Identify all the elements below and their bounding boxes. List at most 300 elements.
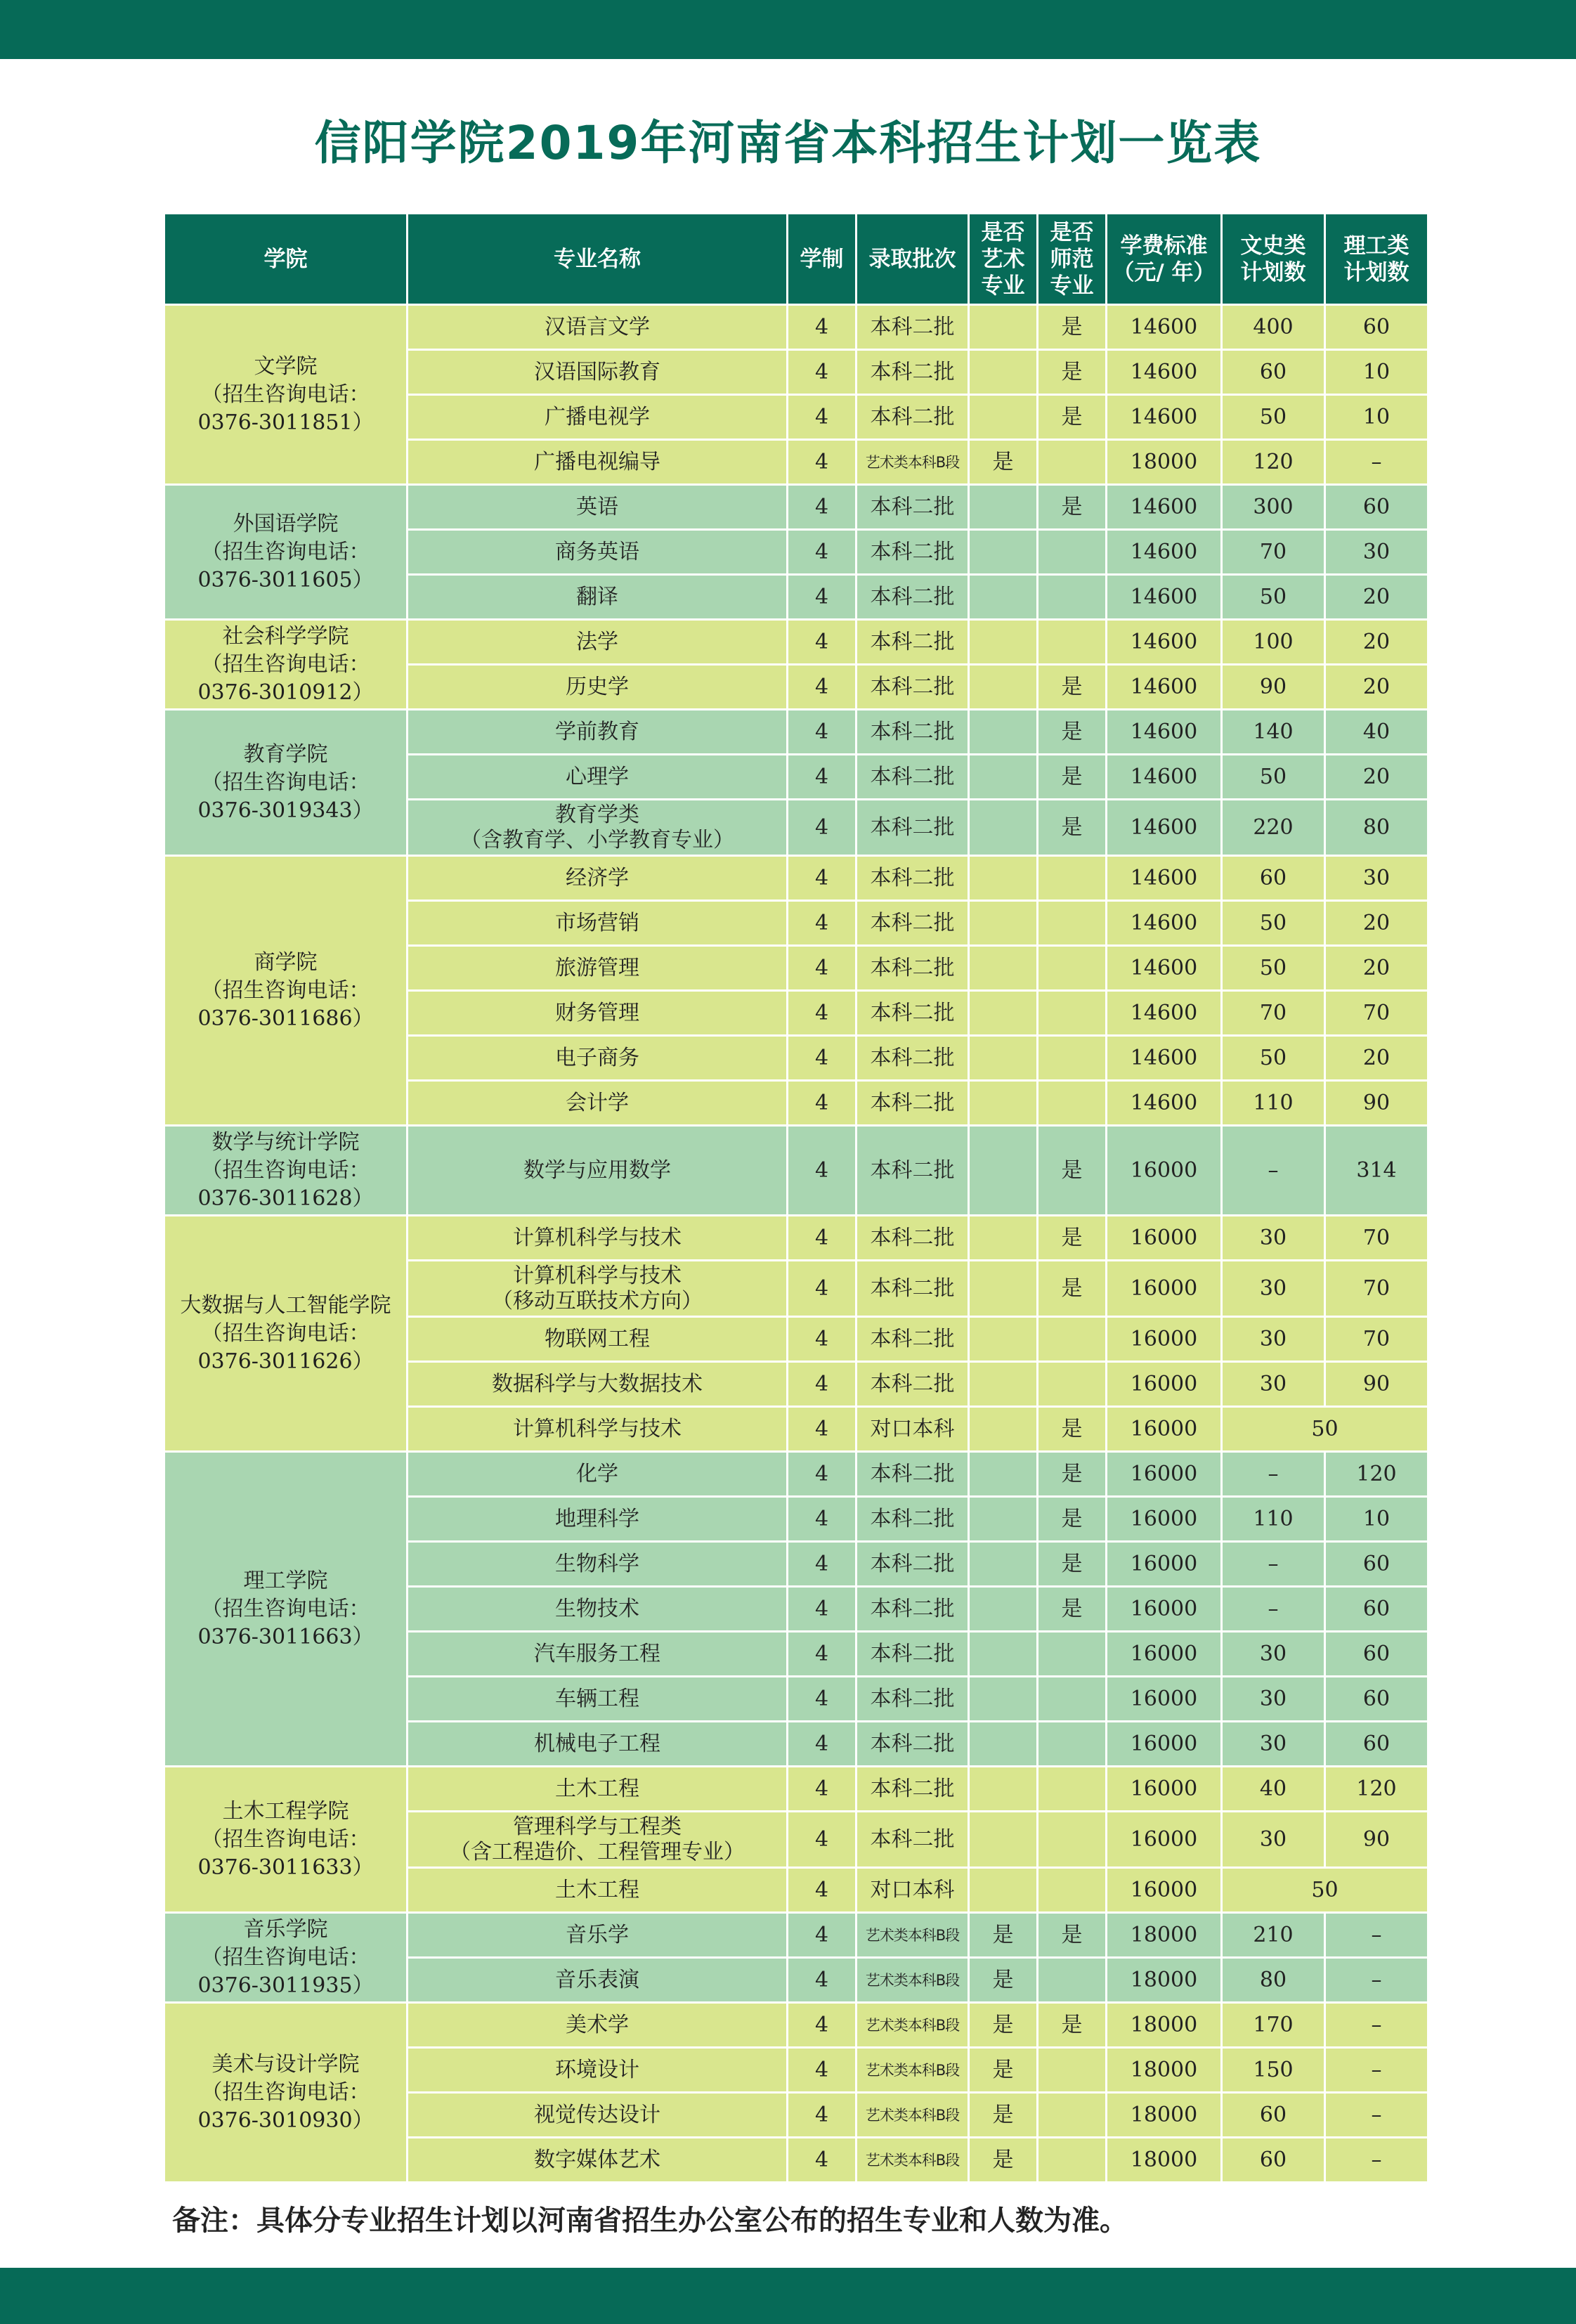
years-cell: 4 [788,755,857,800]
college-cell: 文学院 （招生咨询电话： 0376-3011851） [164,305,408,485]
major-cell: 化学 [408,1452,788,1497]
li-plan-cell: 40 [1325,710,1428,755]
batch-cell: 本科二批 [857,755,969,800]
li-plan-cell: 60 [1325,1587,1428,1632]
li-plan-cell: 70 [1325,1261,1428,1317]
wen-plan-cell: 30 [1222,1317,1325,1362]
art-flag-cell: 是 [969,1958,1038,2003]
normal-flag-cell: 是 [1038,1497,1107,1542]
table-row [164,2003,1428,2048]
normal-flag-cell [1038,1081,1107,1126]
li-plan-cell: – [1325,2093,1428,2138]
merged-plan-cell: 50 [1222,1868,1428,1913]
fee-cell: 16000 [1107,1497,1222,1542]
fee-cell: 18000 [1107,1913,1222,1958]
wen-plan-cell: 120 [1222,440,1325,485]
header-li-plan: 理工类 计划数 [1325,214,1428,305]
college-cell: 教育学院 （招生咨询电话： 0376-3019343） [164,710,408,856]
normal-flag-cell [1038,1632,1107,1677]
normal-flag-cell [1038,1958,1107,2003]
major-cell: 广播电视学 [408,395,788,440]
major-cell: 数字媒体艺术 [408,2138,788,2183]
table-row [164,1126,1428,1216]
art-flag-cell [969,1261,1038,1317]
fee-cell: 16000 [1107,1126,1222,1216]
batch-cell: 本科二批 [857,1587,969,1632]
normal-flag-cell: 是 [1038,1542,1107,1587]
table-row [164,1913,1428,1958]
fee-cell: 14600 [1107,350,1222,395]
major-cell: 机械电子工程 [408,1722,788,1767]
art-flag-cell [969,620,1038,665]
li-plan-cell: 60 [1325,305,1428,350]
fee-cell: 18000 [1107,440,1222,485]
fee-cell: 14600 [1107,710,1222,755]
art-flag-cell [969,1722,1038,1767]
years-cell: 4 [788,1868,857,1913]
years-cell: 4 [788,350,857,395]
art-flag-cell [969,305,1038,350]
li-plan-cell: 90 [1325,1812,1428,1868]
top-band [0,0,1576,59]
normal-flag-cell: 是 [1038,1913,1107,1958]
batch-cell: 本科二批 [857,800,969,856]
li-plan-cell: 20 [1325,575,1428,620]
li-plan-cell: 10 [1325,1497,1428,1542]
wen-plan-cell: 170 [1222,2003,1325,2048]
batch-cell: 本科二批 [857,991,969,1036]
years-cell: 4 [788,1261,857,1317]
normal-flag-cell [1038,1722,1107,1767]
years-cell: 4 [788,1216,857,1261]
normal-flag-cell: 是 [1038,1587,1107,1632]
wen-plan-cell: – [1222,1542,1325,1587]
art-flag-cell [969,710,1038,755]
li-plan-cell: – [1325,2138,1428,2183]
fee-cell: 14600 [1107,305,1222,350]
wen-plan-cell: 60 [1222,856,1325,901]
major-cell: 学前教育 [408,710,788,755]
art-flag-cell [969,485,1038,530]
table-row [164,1216,1428,1261]
art-flag-cell [969,856,1038,901]
wen-plan-cell: 30 [1222,1677,1325,1722]
college-cell: 社会科学学院 （招生咨询电话： 0376-3010912） [164,620,408,710]
major-cell: 会计学 [408,1081,788,1126]
fee-cell: 18000 [1107,2138,1222,2183]
li-plan-cell: 120 [1325,1767,1428,1812]
normal-flag-cell: 是 [1038,395,1107,440]
fee-cell: 14600 [1107,485,1222,530]
wen-plan-cell: 220 [1222,800,1325,856]
fee-cell: 16000 [1107,1261,1222,1317]
art-flag-cell [969,395,1038,440]
li-plan-cell: 20 [1325,1036,1428,1081]
years-cell: 4 [788,2003,857,2048]
art-flag-cell [969,1452,1038,1497]
major-cell: 土木工程 [408,1868,788,1913]
table-row [164,485,1428,530]
fee-cell: 18000 [1107,2003,1222,2048]
fee-cell: 16000 [1107,1677,1222,1722]
years-cell: 4 [788,530,857,575]
fee-cell: 16000 [1107,1542,1222,1587]
art-flag-cell [969,1497,1038,1542]
years-cell: 4 [788,1317,857,1362]
batch-cell: 本科二批 [857,1452,969,1497]
merged-plan-cell: 50 [1222,1407,1428,1452]
wen-plan-cell: – [1222,1587,1325,1632]
fee-cell: 14600 [1107,1081,1222,1126]
normal-flag-cell: 是 [1038,485,1107,530]
batch-cell: 对口本科 [857,1868,969,1913]
header-years: 学制 [788,214,857,305]
major-cell: 汽车服务工程 [408,1632,788,1677]
wen-plan-cell: 210 [1222,1913,1325,1958]
normal-flag-cell [1038,1362,1107,1407]
batch-cell: 艺术类本科B段 [857,2138,969,2183]
major-cell: 旅游管理 [408,946,788,991]
fee-cell: 14600 [1107,395,1222,440]
li-plan-cell: 90 [1325,1362,1428,1407]
years-cell: 4 [788,991,857,1036]
years-cell: 4 [788,1497,857,1542]
art-flag-cell [969,1587,1038,1632]
wen-plan-cell: 400 [1222,305,1325,350]
li-plan-cell: 60 [1325,1542,1428,1587]
li-plan-cell: 70 [1325,991,1428,1036]
years-cell: 4 [788,1722,857,1767]
batch-cell: 对口本科 [857,1407,969,1452]
li-plan-cell: 20 [1325,665,1428,710]
batch-cell: 本科二批 [857,1261,969,1317]
header-batch: 录取批次 [857,214,969,305]
years-cell: 4 [788,2093,857,2138]
li-plan-cell: 314 [1325,1126,1428,1216]
years-cell: 4 [788,946,857,991]
fee-cell: 18000 [1107,2093,1222,2138]
batch-cell: 本科二批 [857,620,969,665]
major-cell: 车辆工程 [408,1677,788,1722]
wen-plan-cell: 50 [1222,575,1325,620]
major-cell: 广播电视编导 [408,440,788,485]
years-cell: 4 [788,1452,857,1497]
wen-plan-cell: 50 [1222,395,1325,440]
major-cell: 电子商务 [408,1036,788,1081]
art-flag-cell [969,1407,1038,1452]
years-cell: 4 [788,665,857,710]
fee-cell: 16000 [1107,1587,1222,1632]
art-flag-cell: 是 [969,2048,1038,2093]
normal-flag-cell [1038,530,1107,575]
years-cell: 4 [788,710,857,755]
major-cell: 商务英语 [408,530,788,575]
normal-flag-cell [1038,2138,1107,2183]
wen-plan-cell: 140 [1222,710,1325,755]
fee-cell: 16000 [1107,1452,1222,1497]
batch-cell: 艺术类本科B段 [857,1958,969,2003]
fee-cell: 16000 [1107,1767,1222,1812]
normal-flag-cell [1038,991,1107,1036]
wen-plan-cell: 70 [1222,530,1325,575]
wen-plan-cell: – [1222,1126,1325,1216]
li-plan-cell: – [1325,2048,1428,2093]
wen-plan-cell: 50 [1222,755,1325,800]
batch-cell: 本科二批 [857,485,969,530]
batch-cell: 本科二批 [857,1036,969,1081]
normal-flag-cell [1038,1677,1107,1722]
wen-plan-cell: 60 [1222,350,1325,395]
major-cell: 物联网工程 [408,1317,788,1362]
college-cell: 数学与统计学院 （招生咨询电话： 0376-3011628） [164,1126,408,1216]
fee-cell: 16000 [1107,1868,1222,1913]
college-cell: 美术与设计学院 （招生咨询电话： 0376-3010930） [164,2003,408,2183]
major-cell: 英语 [408,485,788,530]
years-cell: 4 [788,1407,857,1452]
art-flag-cell [969,530,1038,575]
art-flag-cell [969,755,1038,800]
major-cell: 计算机科学与技术 [408,1216,788,1261]
wen-plan-cell: – [1222,1452,1325,1497]
major-cell: 视觉传达设计 [408,2093,788,2138]
fee-cell: 14600 [1107,1036,1222,1081]
art-flag-cell: 是 [969,1913,1038,1958]
fee-cell: 14600 [1107,755,1222,800]
years-cell: 4 [788,1542,857,1587]
fee-cell: 18000 [1107,2048,1222,2093]
page-title: 信阳学院2019年河南省本科招生计划一览表 [314,116,1262,170]
li-plan-cell: 20 [1325,620,1428,665]
li-plan-cell: – [1325,1958,1428,2003]
major-cell: 财务管理 [408,991,788,1036]
years-cell: 4 [788,575,857,620]
art-flag-cell [969,1542,1038,1587]
normal-flag-cell [1038,620,1107,665]
wen-plan-cell: 30 [1222,1632,1325,1677]
wen-plan-cell: 150 [1222,2048,1325,2093]
normal-flag-cell: 是 [1038,755,1107,800]
normal-flag-cell: 是 [1038,305,1107,350]
major-cell: 音乐表演 [408,1958,788,2003]
normal-flag-cell [1038,1868,1107,1913]
normal-flag-cell: 是 [1038,665,1107,710]
normal-flag-cell [1038,1317,1107,1362]
li-plan-cell: 60 [1325,1722,1428,1767]
table-body [164,305,1428,2183]
major-cell: 心理学 [408,755,788,800]
wen-plan-cell: 100 [1222,620,1325,665]
major-cell: 数据科学与大数据技术 [408,1362,788,1407]
table-row [164,1767,1428,1812]
li-plan-cell: 20 [1325,755,1428,800]
batch-cell: 本科二批 [857,1497,969,1542]
wen-plan-cell: 30 [1222,1812,1325,1868]
years-cell: 4 [788,395,857,440]
major-cell: 汉语国际教育 [408,350,788,395]
years-cell: 4 [788,1913,857,1958]
major-cell: 教育学类 （含教育学、小学教育专业） [408,800,788,856]
art-flag-cell [969,665,1038,710]
wen-plan-cell: 50 [1222,901,1325,946]
li-plan-cell: 30 [1325,856,1428,901]
art-flag-cell [969,946,1038,991]
batch-cell: 本科二批 [857,530,969,575]
wen-plan-cell: 80 [1222,1958,1325,2003]
major-cell: 土木工程 [408,1767,788,1812]
art-flag-cell: 是 [969,2138,1038,2183]
years-cell: 4 [788,1958,857,2003]
header-fee: 学费标准 （元/ 年） [1107,214,1222,305]
major-cell: 生物技术 [408,1587,788,1632]
li-plan-cell: 20 [1325,901,1428,946]
fee-cell: 14600 [1107,575,1222,620]
art-flag-cell [969,1812,1038,1868]
header-normal: 是否 师范 专业 [1038,214,1107,305]
years-cell: 4 [788,440,857,485]
art-flag-cell [969,1317,1038,1362]
fee-cell: 14600 [1107,530,1222,575]
wen-plan-cell: 50 [1222,1036,1325,1081]
wen-plan-cell: 110 [1222,1497,1325,1542]
normal-flag-cell: 是 [1038,1261,1107,1317]
years-cell: 4 [788,800,857,856]
li-plan-cell: 20 [1325,946,1428,991]
li-plan-cell: – [1325,2003,1428,2048]
college-cell: 音乐学院 （招生咨询电话： 0376-3011935） [164,1913,408,2003]
fee-cell: 16000 [1107,1362,1222,1407]
fee-cell: 14600 [1107,991,1222,1036]
years-cell: 4 [788,305,857,350]
major-cell: 数学与应用数学 [408,1126,788,1216]
normal-flag-cell [1038,901,1107,946]
college-cell: 外国语学院 （招生咨询电话： 0376-3011605） [164,485,408,620]
years-cell: 4 [788,856,857,901]
fee-cell: 16000 [1107,1317,1222,1362]
major-cell: 市场营销 [408,901,788,946]
fee-cell: 14600 [1107,901,1222,946]
fee-cell: 14600 [1107,665,1222,710]
li-plan-cell: – [1325,1913,1428,1958]
normal-flag-cell [1038,1767,1107,1812]
li-plan-cell: 70 [1325,1216,1428,1261]
li-plan-cell: 120 [1325,1452,1428,1497]
header-major: 专业名称 [408,214,788,305]
art-flag-cell [969,901,1038,946]
batch-cell: 本科二批 [857,1216,969,1261]
years-cell: 4 [788,901,857,946]
table-header-row [164,214,1428,305]
art-flag-cell [969,800,1038,856]
normal-flag-cell [1038,1812,1107,1868]
major-cell: 管理科学与工程类 （含工程造价、工程管理专业） [408,1812,788,1868]
major-cell: 音乐学 [408,1913,788,1958]
art-flag-cell [969,350,1038,395]
major-cell: 经济学 [408,856,788,901]
normal-flag-cell: 是 [1038,350,1107,395]
years-cell: 4 [788,1587,857,1632]
wen-plan-cell: 300 [1222,485,1325,530]
normal-flag-cell: 是 [1038,1216,1107,1261]
major-cell: 地理科学 [408,1497,788,1542]
college-cell: 土木工程学院 （招生咨询电话： 0376-3011633） [164,1767,408,1913]
batch-cell: 本科二批 [857,1317,969,1362]
fee-cell: 16000 [1107,1722,1222,1767]
batch-cell: 艺术类本科B段 [857,2048,969,2093]
batch-cell: 本科二批 [857,901,969,946]
batch-cell: 本科二批 [857,1081,969,1126]
fee-cell: 16000 [1107,1812,1222,1868]
years-cell: 4 [788,2138,857,2183]
art-flag-cell [969,1036,1038,1081]
art-flag-cell: 是 [969,2003,1038,2048]
normal-flag-cell [1038,575,1107,620]
batch-cell: 本科二批 [857,1677,969,1722]
batch-cell: 艺术类本科B段 [857,440,969,485]
wen-plan-cell: 70 [1222,991,1325,1036]
years-cell: 4 [788,1677,857,1722]
normal-flag-cell [1038,2048,1107,2093]
li-plan-cell: 60 [1325,485,1428,530]
wen-plan-cell: 110 [1222,1081,1325,1126]
years-cell: 4 [788,1767,857,1812]
major-cell: 美术学 [408,2003,788,2048]
fee-cell: 14600 [1107,800,1222,856]
years-cell: 4 [788,1812,857,1868]
art-flag-cell [969,991,1038,1036]
batch-cell: 本科二批 [857,665,969,710]
li-plan-cell: 60 [1325,1677,1428,1722]
batch-cell: 艺术类本科B段 [857,2003,969,2048]
fee-cell: 14600 [1107,620,1222,665]
normal-flag-cell: 是 [1038,800,1107,856]
batch-cell: 本科二批 [857,1767,969,1812]
years-cell: 4 [788,1362,857,1407]
table-row [164,1452,1428,1497]
table-row [164,710,1428,755]
normal-flag-cell [1038,2093,1107,2138]
header-art: 是否 艺术 专业 [969,214,1038,305]
li-plan-cell: 70 [1325,1317,1428,1362]
college-cell: 理工学院 （招生咨询电话： 0376-3011663） [164,1452,408,1767]
normal-flag-cell [1038,946,1107,991]
art-flag-cell [969,1677,1038,1722]
major-cell: 生物科学 [408,1542,788,1587]
art-flag-cell [969,1081,1038,1126]
li-plan-cell: – [1325,440,1428,485]
fee-cell: 14600 [1107,856,1222,901]
major-cell: 汉语言文学 [408,305,788,350]
batch-cell: 本科二批 [857,350,969,395]
batch-cell: 本科二批 [857,395,969,440]
batch-cell: 本科二批 [857,710,969,755]
li-plan-cell: 60 [1325,1632,1428,1677]
batch-cell: 本科二批 [857,1362,969,1407]
li-plan-cell: 10 [1325,350,1428,395]
wen-plan-cell: 90 [1222,665,1325,710]
fee-cell: 14600 [1107,946,1222,991]
bottom-band [0,2268,1576,2324]
footnote: 备注：具体分专业招生计划以河南省招生办公室公布的招生专业和人数为准。 [172,2205,1128,2237]
table-row [164,305,1428,350]
major-cell: 环境设计 [408,2048,788,2093]
fee-cell: 16000 [1107,1407,1222,1452]
years-cell: 4 [788,620,857,665]
normal-flag-cell [1038,856,1107,901]
years-cell: 4 [788,1126,857,1216]
years-cell: 4 [788,1081,857,1126]
art-flag-cell [969,1216,1038,1261]
art-flag-cell [969,575,1038,620]
